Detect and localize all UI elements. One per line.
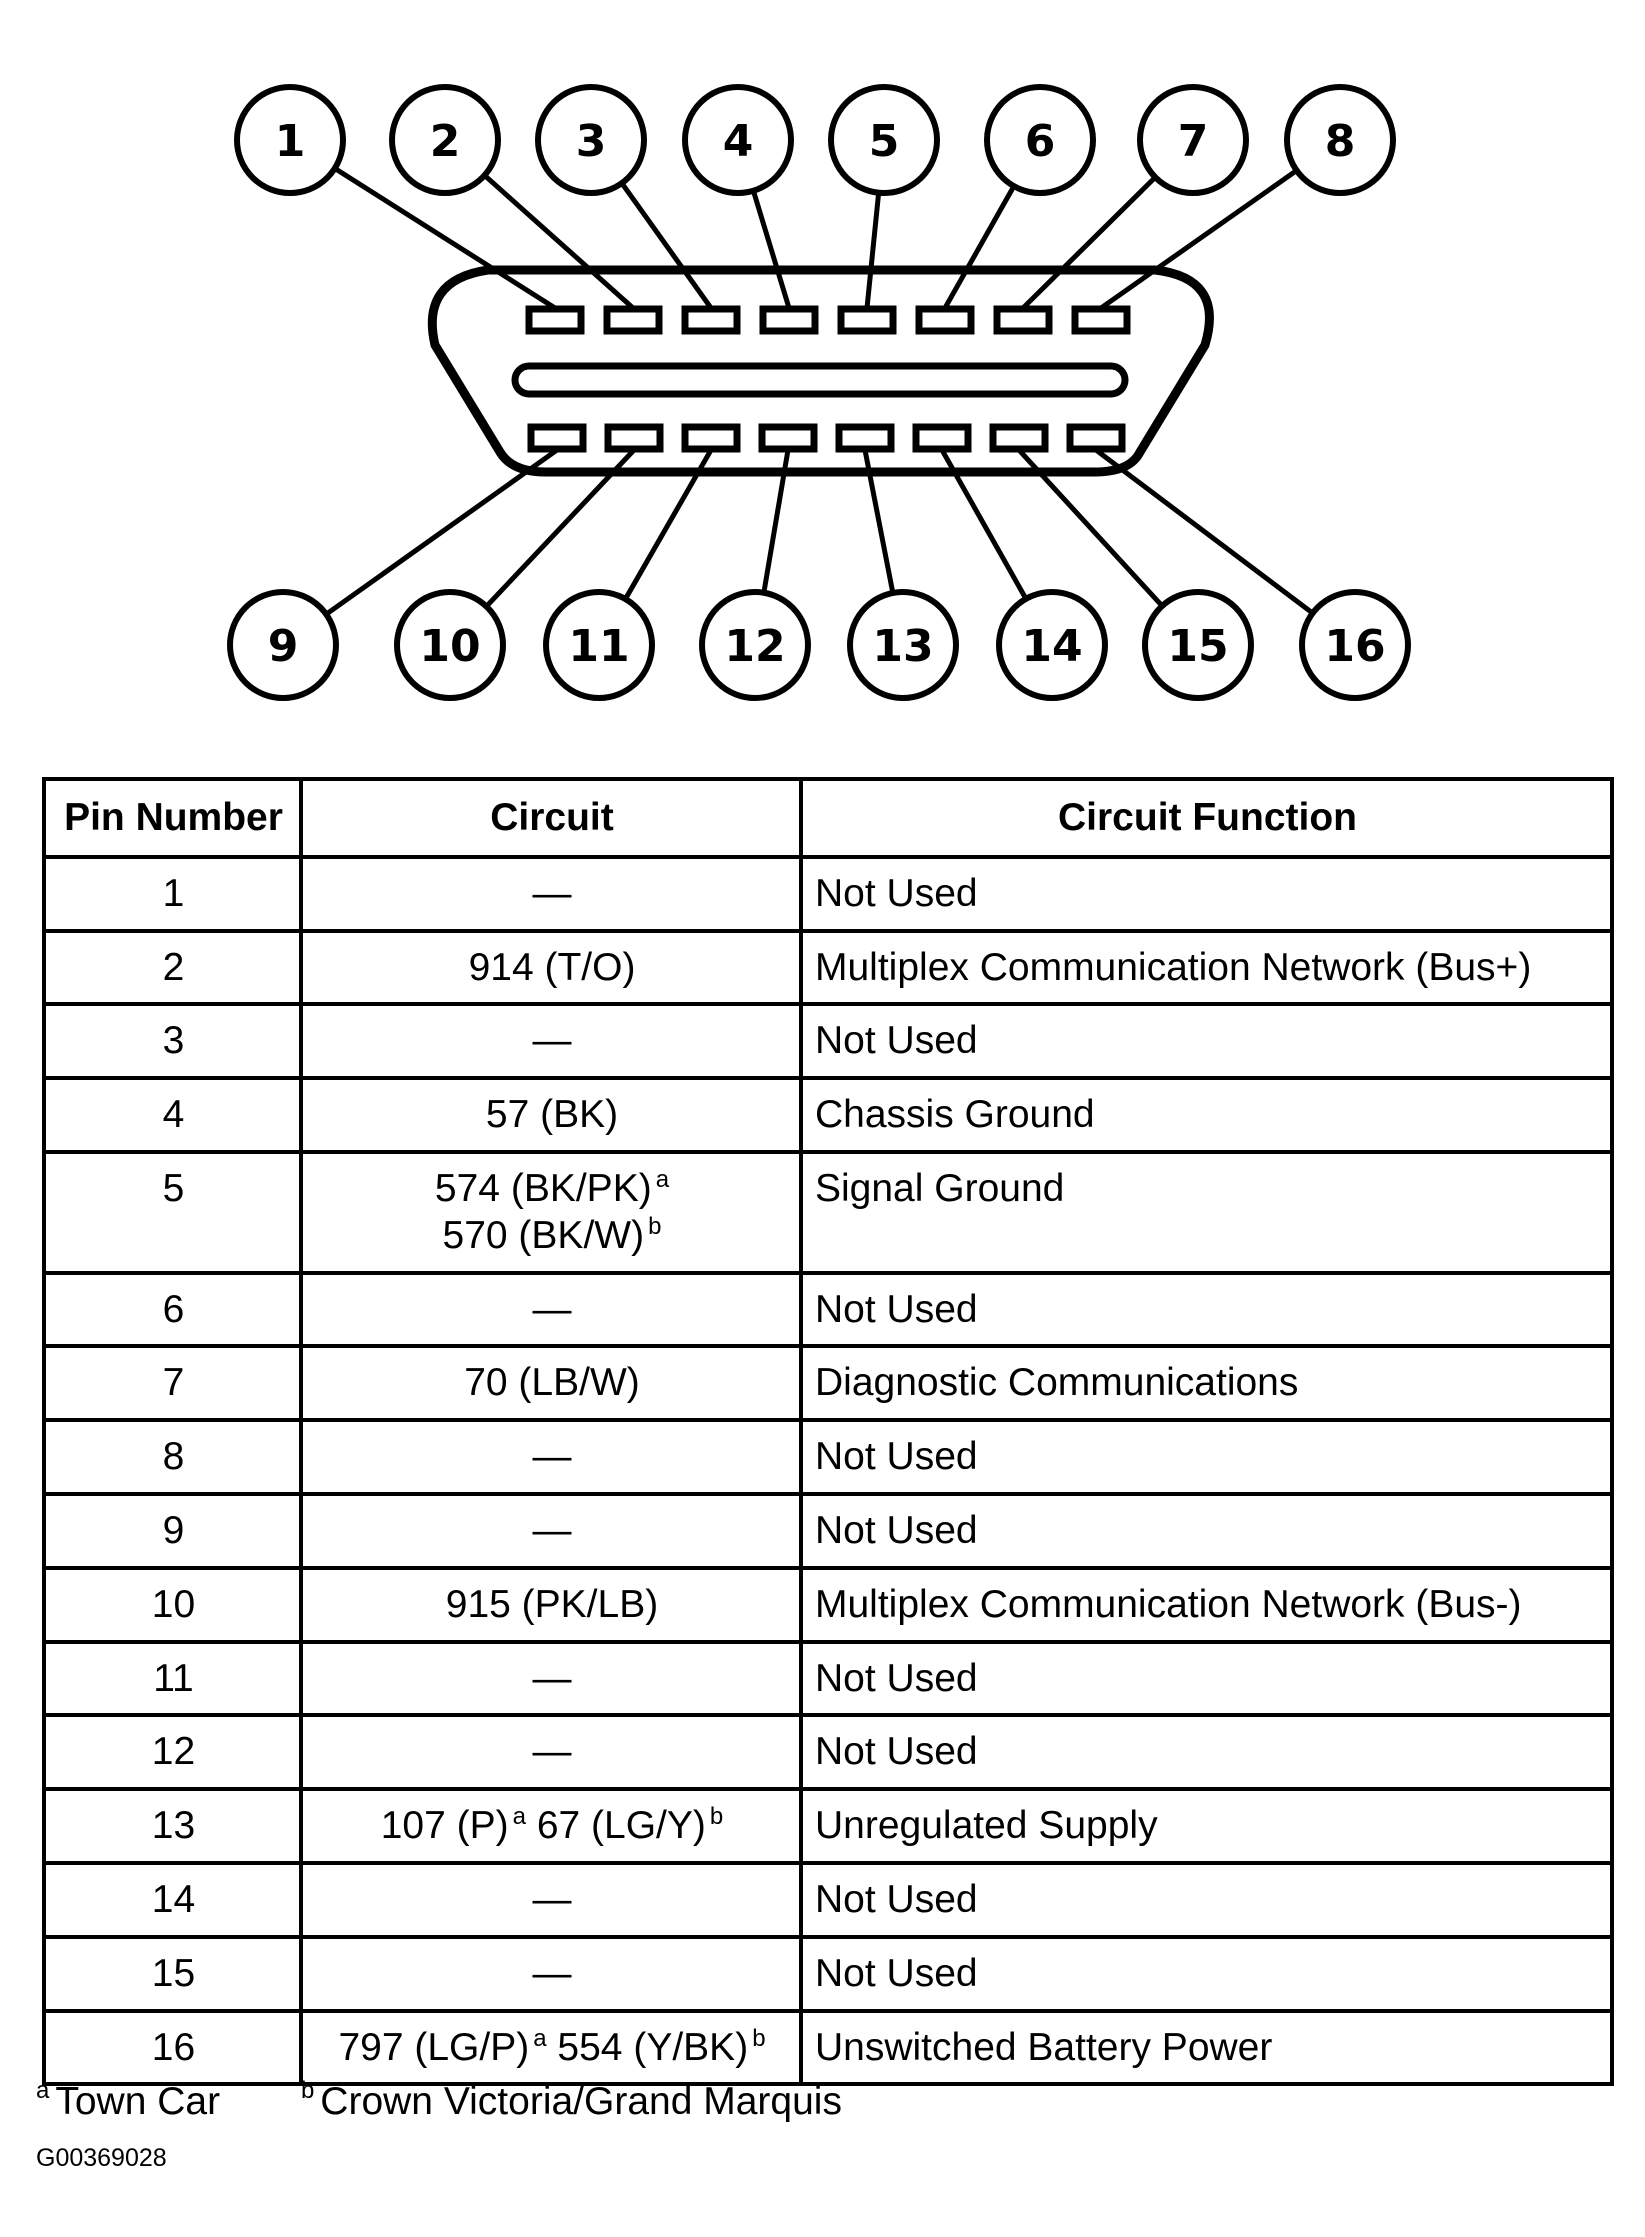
connector-socket-5 [841,309,893,331]
circuit-entry [533,1509,572,1552]
table-row [44,1078,1612,1152]
table-row [44,931,1612,1005]
circuit-code: 915 (PK/LB) [445,1582,659,1626]
circuit-entry [557,2026,765,2069]
circuit-cell [301,1568,801,1642]
circuit-cell [301,1078,801,1152]
table-row [44,1568,1612,1642]
connector-socket-14 [916,427,968,449]
table-row [44,1346,1612,1420]
footnote-a [36,2077,220,2124]
leader-line-pin-9 [326,450,557,614]
pin-number-cell: 5 [44,1152,301,1273]
circuit-code: 797 (LG/P) [338,2025,530,2069]
circuit-function-cell: Multiplex Communication Network (Bus+) [801,931,1612,1005]
connector-center-slot [515,366,1125,394]
pin-number-label: 11 [568,621,630,672]
connector-socket-4 [763,309,815,331]
circuit-cell [301,1273,801,1347]
footnote-reference: a [512,1803,526,1831]
circuit-code: 554 (Y/BK) [557,2025,749,2069]
leader-line-pin-16 [1096,450,1313,613]
circuit-function-cell: Unswitched Battery Power [801,2011,1612,2085]
table-row [44,1494,1612,1568]
pin-number-cell: 14 [44,1863,301,1937]
circuit-code: 570 (BK/W) [442,1213,645,1257]
pin-number-label: 15 [1167,621,1229,672]
circuit-function-cell: Signal Ground [801,1152,1612,1273]
circuit-cell [301,1863,801,1937]
circuit-cell [301,1004,801,1078]
pin-number-label: 7 [1177,116,1209,167]
connector-socket-16 [1070,427,1122,449]
circuit-function-cell: Not Used [801,1863,1612,1937]
circuit-cell [301,1420,801,1494]
table-row [44,1004,1612,1078]
circuit-entry [533,1878,572,1921]
circuit-function-cell: Not Used [801,1004,1612,1078]
pin-number-cell: 12 [44,1715,301,1789]
pin-number-cell: 8 [44,1420,301,1494]
table-row [44,1642,1612,1716]
pin-number-label: 8 [1324,116,1356,167]
circuit-code: 67 (LG/Y) [536,1804,706,1848]
connector-socket-8 [1075,309,1127,331]
circuit-code: — [532,1019,572,1063]
pin-number-cell: 10 [44,1568,301,1642]
connector-socket-15 [993,427,1045,449]
circuit-entry [533,1435,572,1478]
connector-socket-6 [919,309,971,331]
circuit-entry [338,2026,557,2069]
circuit-entry [533,1288,572,1331]
table-row [44,1715,1612,1789]
table-row [44,1273,1612,1347]
circuit-cell [301,1152,801,1273]
circuit-function-cell: Chassis Ground [801,1078,1612,1152]
table-row [44,1937,1612,2011]
circuit-entry [381,1804,537,1847]
circuit-function-cell: Not Used [801,1642,1612,1716]
circuit-function-cell: Not Used [801,1494,1612,1568]
circuit-cell [301,1494,801,1568]
circuit-function-cell: Multiplex Communication Network (Bus-) [801,1568,1612,1642]
connector-socket-7 [997,309,1049,331]
pin-number-label: 5 [868,116,900,167]
footnote-reference: b [752,2024,766,2052]
circuit-code: — [532,1951,572,1995]
connector-socket-1 [529,309,581,331]
circuit-cell [301,931,801,1005]
pin-number-cell: 3 [44,1004,301,1078]
pin-number-cell: 6 [44,1273,301,1347]
circuit-entry [486,1093,618,1136]
circuit-entry [533,872,572,915]
connector-socket-10 [608,427,660,449]
circuit-entry [533,1019,572,1062]
circuit-entry [469,946,636,989]
table-row [44,2011,1612,2085]
footnote-reference: b [648,1212,662,1240]
table-header-row [44,779,1612,857]
footnote-b [301,2077,842,2124]
circuit-code: 107 (P) [380,1804,509,1848]
pin-number-label: 2 [429,116,461,167]
table-row [44,857,1612,931]
pin-number-label: 12 [724,621,786,672]
circuit-function-cell: Not Used [801,1420,1612,1494]
pin-number-label: 13 [872,621,934,672]
table-row [44,1789,1612,1863]
circuit-cell [301,1346,801,1420]
circuit-cell [301,1715,801,1789]
circuit-code: — [532,1508,572,1552]
pin-number-cell: 1 [44,857,301,931]
pin-number-cell: 16 [44,2011,301,2085]
circuit-function-cell: Not Used [801,1715,1612,1789]
circuit-code: 914 (T/O) [468,945,636,989]
pin-number-label: 6 [1024,116,1056,167]
circuit-function-cell: Not Used [801,857,1612,931]
circuit-code: — [532,871,572,915]
circuit-function-cell: Unregulated Supply [801,1789,1612,1863]
pin-number-label: 10 [419,621,481,672]
pin-number-cell: 15 [44,1937,301,2011]
pin-number-cell: 11 [44,1642,301,1716]
pin-number-cell: 4 [44,1078,301,1152]
table-row [44,1863,1612,1937]
circuit-code: — [532,1435,572,1479]
pin-number-cell: 13 [44,1789,301,1863]
circuit-code: — [532,1656,572,1700]
footnote-text: Town Car [55,2080,221,2123]
pin-number-label: 16 [1324,621,1386,672]
footnote-text: Crown Victoria/Grand Marquis [320,2080,842,2123]
footnotes [36,2077,842,2124]
header-pin-number: Pin Number [44,779,301,857]
pin-number-cell: 9 [44,1494,301,1568]
circuit-cell [301,2011,801,2085]
circuit-function-cell: Not Used [801,1937,1612,2011]
circuit-code: 70 (LB/W) [464,1361,640,1405]
table-row [44,1420,1612,1494]
footnote-reference: a [533,2024,547,2052]
pin-number-cell: 7 [44,1346,301,1420]
connector-socket-13 [839,427,891,449]
header-circuit: Circuit [301,779,801,857]
pin-number-label: 3 [575,116,607,167]
circuit-function-cell: Diagnostic Communications [801,1346,1612,1420]
connector-socket-12 [762,427,814,449]
connector-socket-9 [531,427,583,449]
circuit-code: — [532,1730,572,1774]
header-circuit-function: Circuit Function [801,779,1612,857]
circuit-entry [446,1583,658,1626]
circuit-code: 574 (BK/PK) [434,1166,652,1210]
footnote-reference: b [709,1803,724,1831]
footnote-mark: b [300,2077,315,2104]
footnote-reference: a [655,1165,670,1193]
circuit-cell [301,1937,801,2011]
figure-id: G00369028 [36,2144,167,2172]
circuit-code: 57 (BK) [485,1093,619,1137]
obd-connector-diagram [0,0,1645,740]
connector-socket-3 [685,309,737,331]
pin-number-label: 4 [722,116,754,167]
pin-number-label: 1 [274,116,306,167]
circuit-entry [315,1213,789,1260]
circuit-entry [537,1804,723,1847]
table-row [44,1152,1612,1273]
circuit-entry [533,1952,572,1995]
circuit-cell [301,857,801,931]
pin-number-cell: 2 [44,931,301,1005]
circuit-code: — [532,1287,572,1331]
circuit-cell [301,1789,801,1863]
circuit-entry [533,1730,572,1773]
pin-number-label: 14 [1021,621,1083,672]
circuit-entry [533,1657,572,1700]
circuit-code: — [532,1877,572,1921]
footnote-mark: a [36,2077,50,2104]
circuit-entry [315,1166,789,1213]
pinout-table [42,777,1614,2086]
pin-number-label: 9 [267,621,299,672]
connector-socket-11 [685,427,737,449]
circuit-entry [464,1361,640,1404]
circuit-function-cell: Not Used [801,1273,1612,1347]
connector-socket-2 [607,309,659,331]
circuit-cell [301,1642,801,1716]
